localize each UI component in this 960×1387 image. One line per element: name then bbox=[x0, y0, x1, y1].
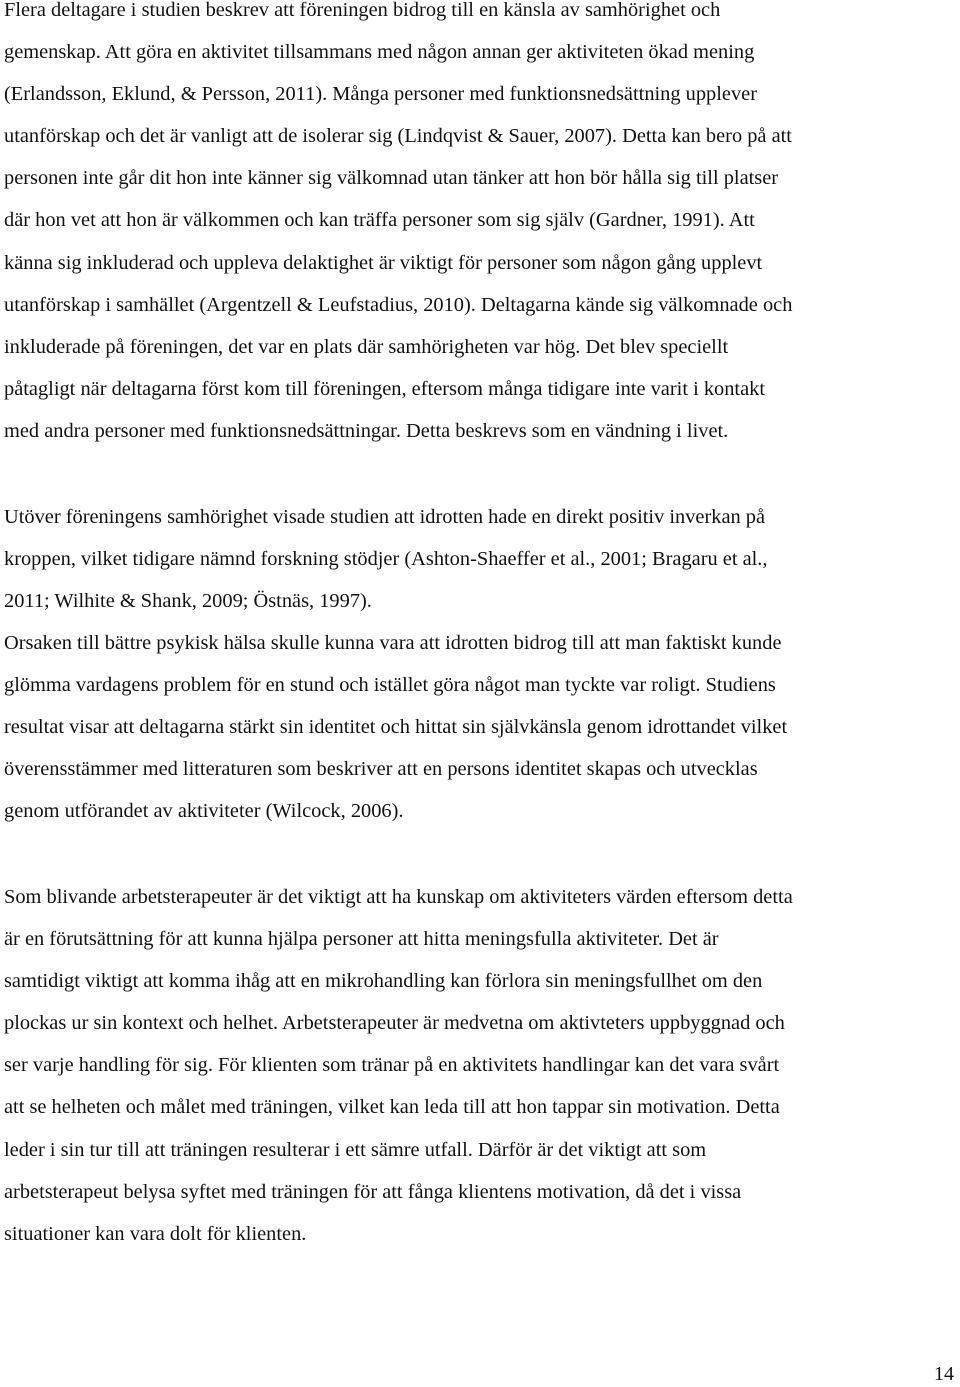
page-number: 14 bbox=[934, 1363, 954, 1385]
text-line: (Erlandsson, Eklund, & Persson, 2011). Många personer med funktionsnedsättning upplever bbox=[4, 83, 757, 106]
text-line: inkluderade på föreningen, det var en plats där samhörigheten var hög. Det blev speciellt bbox=[4, 335, 729, 358]
text-line: är en förutsättning för att kunna hjälpa personer att hitta meningsfulla aktiviteter. Det är bbox=[4, 928, 719, 951]
text-line: situationer kan vara dolt för klienten. bbox=[4, 1222, 307, 1245]
text-line: personen inte går dit hon inte känner sig välkomnad utan tänker att hon bör hålla sig till platser bbox=[4, 167, 779, 190]
text-line: utanförskap i samhället (Argentzell & Leufstadius, 2010). Deltagarna kände sig välkomnade och bbox=[4, 293, 793, 316]
text-line: Som blivande arbetsterapeuter är det viktigt att ha kunskap om aktiviteters värden eftersom detta bbox=[4, 886, 793, 908]
text-line: överensstämmer med litteraturen som beskriver att en persons identitet skapas och utvecklas bbox=[4, 758, 758, 781]
text-line: plockas ur sin kontext och helhet. Arbetsterapeuter är medvetna om aktivteters uppbyggnad och bbox=[4, 1012, 785, 1035]
paragraph-psykisk-halsa bbox=[4, 622, 787, 832]
text-line: utanförskap och det är vanligt att de isolerar sig (Lindqvist & Sauer, 2007). Detta kan bero på att bbox=[4, 125, 792, 148]
text-line: leder i sin tur till att träningen resulterar i ett sämre utfall. Därför är det viktigt att som bbox=[4, 1138, 707, 1161]
text-line: gemenskap. Att göra en aktivitet tillsammans med någon annan ger aktiviteten ökad mening bbox=[4, 41, 755, 64]
paragraph-arbetsterapeuter bbox=[4, 876, 793, 1255]
text-line: påtagligt när deltagarna först kom till föreningen, eftersom många tidigare inte varit i kontakt bbox=[4, 377, 766, 400]
text-line: ser varje handling för sig. För klienten som tränar på en aktivitets handlingar kan det vara svårt bbox=[4, 1054, 780, 1077]
paragraph-samhorighet bbox=[4, 0, 792, 452]
text-line: Utöver föreningens samhörighet visade studien att idrotten hade en direkt positiv inverkan på bbox=[4, 506, 766, 528]
text-line: känna sig inkluderad och uppleva delaktighet är viktigt för personer som någon gång upplevt bbox=[4, 251, 763, 274]
text-line: arbetsterapeut belysa syftet med träningen för att fånga klientens motivation, då det i vissa bbox=[4, 1180, 742, 1203]
text-line: att se helheten och målet med träningen, vilket kan leda till att hon tappar sin motivation. Detta bbox=[4, 1096, 780, 1119]
text-line: Orsaken till bättre psykisk hälsa skulle kunna vara att idrotten bidrog till att man faktiskt kunde bbox=[4, 632, 782, 654]
text-line: resultat visar att deltagarna stärkt sin identitet och hittat sin självkänsla genom idrottandet vilket bbox=[4, 716, 788, 739]
text-line: Flera deltagare i studien beskrev att föreningen bidrog till en känsla av samhörighet och bbox=[4, 0, 721, 21]
text-line: 2011; Wilhite & Shank, 2009; Östnäs, 1997). bbox=[4, 590, 372, 613]
text-line: glömma vardagens problem för en stund och istället göra något man tyckte var roligt. Studiens bbox=[4, 674, 776, 697]
paragraph-idrott-kroppen bbox=[4, 496, 768, 622]
text-line: där hon vet att hon är välkommen och kan träffa personer som sig själv (Gardner, 1991). Att bbox=[4, 209, 755, 232]
text-line: samtidigt viktigt att komma ihåg att en mikrohandling kan förlora sin meningsfullhet om den bbox=[4, 970, 763, 993]
text-line: genom utförandet av aktiviteter (Wilcock, 2006). bbox=[4, 800, 404, 823]
text-line: med andra personer med funktionsnedsättningar. Detta beskrevs som en vändning i livet. bbox=[4, 419, 729, 442]
text-line: kroppen, vilket tidigare nämnd forskning stödjer (Ashton-Shaeffer et al., 2001; Bragaru et al., bbox=[4, 548, 768, 571]
